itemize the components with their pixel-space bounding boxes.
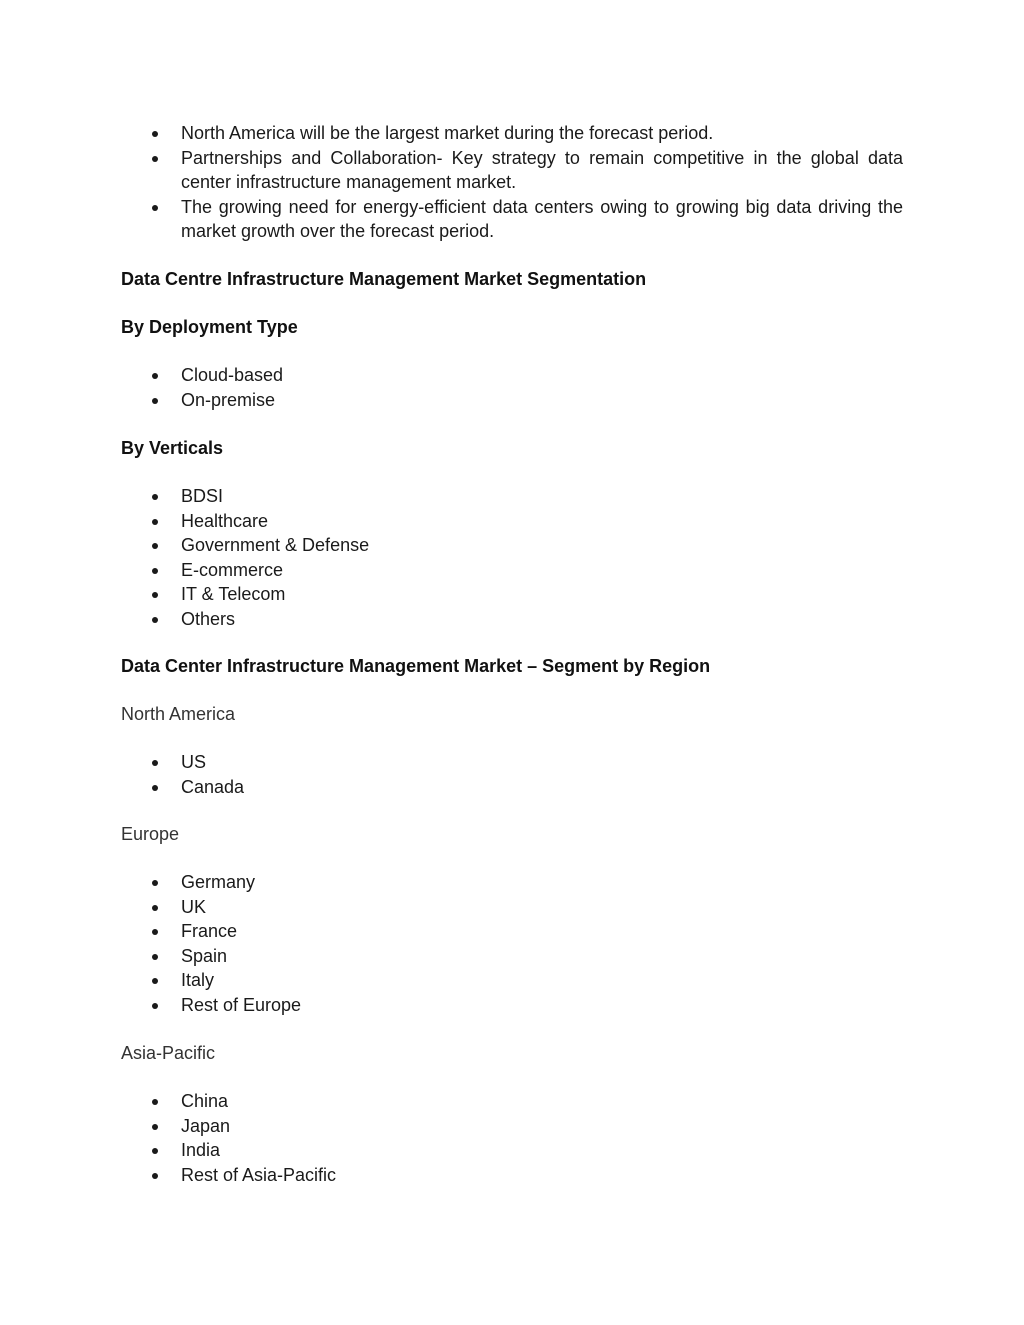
europe-list xyxy=(121,870,903,1017)
north-america-list xyxy=(121,750,903,799)
list-item: IT & Telecom xyxy=(121,582,903,607)
region-label-asia-pacific: Asia-Pacific xyxy=(121,1043,216,1063)
list-item: Germany xyxy=(121,870,903,895)
region-label-north-america: North America xyxy=(121,704,236,724)
verticals-list xyxy=(121,484,903,631)
list-item: India xyxy=(121,1138,903,1163)
region-heading: Data Center Infrastructure Management Market – Segment by Region xyxy=(121,656,711,676)
list-item: France xyxy=(121,919,903,944)
list-item: US xyxy=(121,750,903,775)
intro-bullet-list xyxy=(121,121,903,244)
segmentation-heading: Data Centre Infrastructure Management Market Segmentation xyxy=(121,269,647,289)
list-item: Government & Defense xyxy=(121,533,903,558)
list-item: Others xyxy=(121,607,903,632)
list-item: Partnerships and Collaboration- Key strategy to remain competitive in the global data center infrastructure management market. xyxy=(121,146,903,195)
list-item: UK xyxy=(121,895,903,920)
list-item: E-commerce xyxy=(121,558,903,583)
list-item: Rest of Europe xyxy=(121,993,903,1018)
list-item: North America will be the largest market during the forecast period. xyxy=(121,121,903,146)
list-item: The growing need for energy-efficient data centers owing to growing big data driving the market growth over the forecast period. xyxy=(121,195,903,244)
list-item: Canada xyxy=(121,775,903,800)
deployment-type-heading: By Deployment Type xyxy=(121,317,298,337)
deployment-type-list xyxy=(121,363,903,412)
list-item: Japan xyxy=(121,1114,903,1139)
list-item: On-premise xyxy=(121,388,903,413)
list-item: Spain xyxy=(121,944,903,969)
list-item: Healthcare xyxy=(121,509,903,534)
list-item: China xyxy=(121,1089,903,1114)
list-item: BDSI xyxy=(121,484,903,509)
verticals-heading: By Verticals xyxy=(121,438,224,458)
list-item: Cloud-based xyxy=(121,363,903,388)
list-item: Rest of Asia-Pacific xyxy=(121,1163,903,1188)
region-label-europe: Europe xyxy=(121,824,180,844)
asia-pacific-list xyxy=(121,1089,903,1187)
list-item: Italy xyxy=(121,968,903,993)
